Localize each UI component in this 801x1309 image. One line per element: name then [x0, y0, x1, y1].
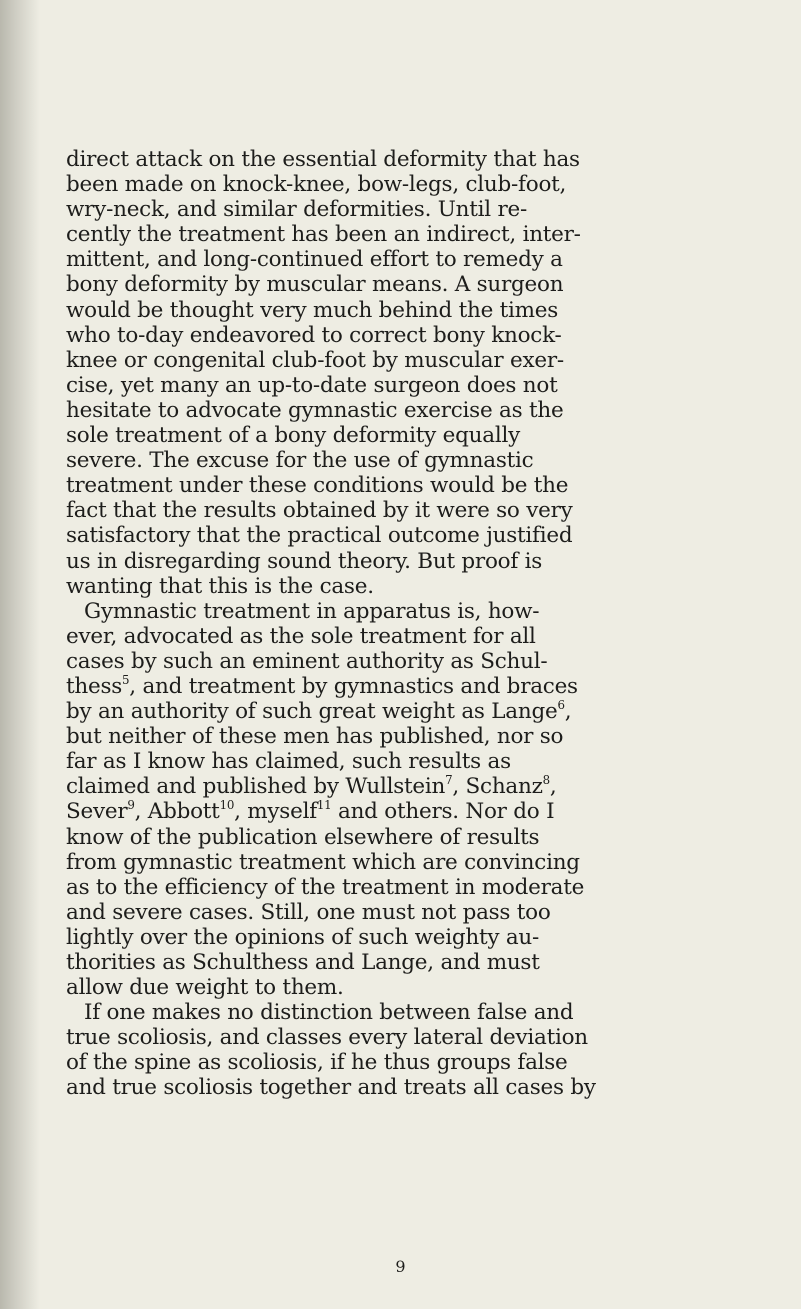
text-line: far as I know has claimed, such results as — [66, 749, 511, 775]
text-line: wry-neck, and similar deformities. Until re- — [66, 197, 527, 223]
text-line-with-reference — [66, 799, 746, 824]
text-fragment: claimed and published by Wullstein — [66, 774, 446, 800]
reference-superscript: 10 — [219, 798, 235, 813]
text-line-with-reference — [66, 699, 746, 724]
text-line-with-reference — [66, 774, 746, 799]
text-line: knee or congenital club-foot by muscular exer- — [66, 347, 564, 373]
page-edge-shadow — [0, 0, 40, 1309]
text-fragment: and others. Nor do I — [331, 799, 555, 825]
text-line: lightly over the opinions of such weighty au- — [66, 924, 540, 950]
text-line: from gymnastic treatment which are convincing — [66, 849, 580, 875]
text-line: satisfactory that the practical outcome justified — [66, 523, 573, 549]
text-line: mittent, and long-continued effort to remedy a — [66, 247, 563, 273]
text-line: true scoliosis, and classes every lateral deviation — [66, 1025, 588, 1051]
text-line: cases by such an eminent authority as Schul- — [66, 648, 548, 674]
text-line: direct attack on the essential deformity that has — [66, 147, 580, 172]
text-fragment: , and treatment by gymnastics and braces — [129, 673, 578, 699]
text-line: but neither of these men has published, nor so — [66, 724, 564, 750]
page-number: 9 — [395, 1257, 406, 1276]
reference-superscript: 6 — [557, 698, 565, 713]
text-fragment: , — [564, 699, 572, 725]
text-line: us in disregarding sound theory. But proof is — [66, 548, 543, 574]
text-fragment: , Abbott — [134, 799, 220, 825]
reference-superscript: 11 — [316, 798, 332, 813]
text-fragment: , Schanz — [452, 774, 543, 800]
text-line: cise, yet many an up-to-date surgeon does not — [66, 372, 558, 398]
reference-superscript: 5 — [122, 673, 130, 688]
text-line: wanting that this is the case. — [66, 573, 374, 599]
paragraph-start-line: Gymnastic treatment in apparatus is, how- — [84, 598, 540, 624]
text-line: who to-day endeavored to correct bony knock- — [66, 322, 562, 348]
text-line: ever, advocated as the sole treatment for all — [66, 623, 536, 649]
text-line: of the spine as scoliosis, if he thus groups false — [66, 1050, 568, 1076]
text-line: know of the publication elsewhere of results — [66, 824, 540, 850]
text-line: and true scoliosis together and treats all cases by — [66, 1075, 596, 1101]
text-line: been made on knock-knee, bow-legs, club-foot, — [66, 172, 567, 198]
reference-superscript: 7 — [445, 773, 453, 788]
text-fragment: , myself — [234, 799, 317, 825]
text-fragment: Sever — [66, 799, 128, 825]
text-line-with-reference — [66, 674, 746, 699]
body-text — [66, 147, 746, 1101]
text-line: sole treatment of a bony deformity equally — [66, 423, 520, 449]
reference-superscript: 8 — [542, 773, 550, 788]
text-line: cently the treatment has been an indirect, inter- — [66, 222, 581, 248]
text-fragment: thess — [66, 673, 123, 699]
text-fragment: , — [549, 774, 557, 800]
text-line: thorities as Schulthess and Lange, and must — [66, 950, 540, 975]
text-line: would be thought very much behind the times — [66, 297, 559, 323]
paragraph-start-line: If one makes no distinction between false and — [84, 1000, 574, 1026]
text-line: severe. The excuse for the use of gymnastic — [66, 448, 534, 474]
text-line: and severe cases. Still, one must not pass too — [66, 899, 551, 925]
text-fragment: by an authority of such great weight as Lange — [66, 699, 558, 725]
reference-superscript: 9 — [127, 798, 135, 813]
text-line: as to the efficiency of the treatment in moderate — [66, 874, 585, 900]
text-line: treatment under these conditions would be the — [66, 473, 569, 499]
text-line: bony deformity by muscular means. A surgeon — [66, 272, 564, 298]
text-line: hesitate to advocate gymnastic exercise as the — [66, 397, 564, 423]
text-line: allow due weight to them. — [66, 975, 344, 1001]
text-line: fact that the results obtained by it were so very — [66, 498, 573, 524]
